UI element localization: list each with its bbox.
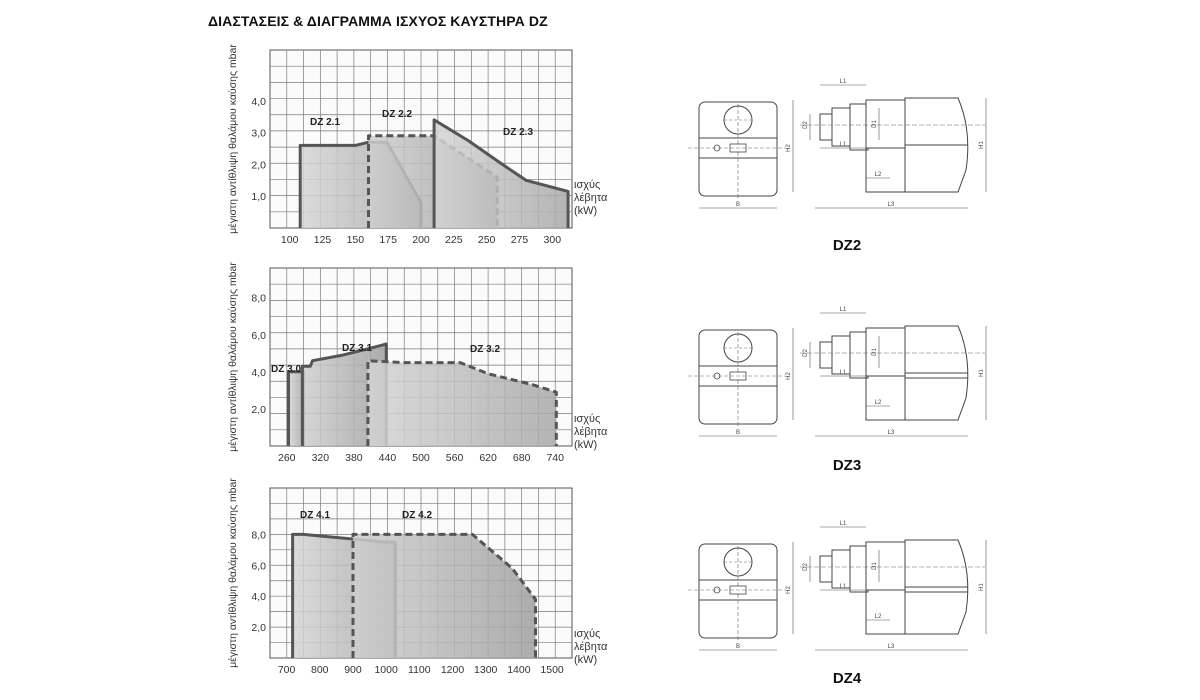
- dimension-label: L2: [874, 614, 882, 620]
- dimension-label: L1: [839, 584, 847, 590]
- series-label: DZ 3.1: [342, 343, 373, 354]
- x-tick-label: 800: [311, 664, 329, 676]
- x-tick-label: 900: [344, 664, 362, 676]
- y-axis-label: μέγιστη αντίθλιψη θαλάμου καύσης mbar: [227, 44, 239, 234]
- dimension-label: H1: [979, 141, 985, 149]
- dimension-label: L2: [874, 400, 882, 406]
- x-tick-label: 225: [445, 234, 463, 246]
- dimension-label: L3: [887, 430, 895, 436]
- x-axis-label: λέβητα: [574, 641, 608, 653]
- x-tick-label: 560: [445, 452, 464, 464]
- dimension-label: D1: [872, 562, 878, 570]
- model-drawing-2: [688, 307, 986, 474]
- x-tick-label: 1500: [540, 664, 564, 676]
- dimension-label: L1: [839, 307, 847, 313]
- dimension-label: B: [735, 430, 741, 436]
- y-axis-label: μέγιστη αντίθλιψη θαλάμου καύσης mbar: [227, 478, 239, 668]
- model-drawing-3: [688, 521, 986, 687]
- x-tick-label: 380: [345, 452, 363, 464]
- x-tick-label: 440: [378, 452, 397, 464]
- y-tick-label: 4,0: [251, 95, 266, 108]
- model-label: DZ2: [832, 237, 862, 254]
- dimension-label: H2: [786, 144, 792, 152]
- y-tick-label: 3,0: [251, 127, 266, 140]
- body-edge: [866, 376, 905, 420]
- series-label: DZ 3.0: [271, 364, 302, 375]
- x-axis-label: ισχύς: [574, 179, 601, 191]
- series-label: DZ 4.1: [300, 510, 331, 521]
- y-tick-label: 2,0: [251, 159, 266, 172]
- dimension-label: D1: [872, 120, 878, 128]
- dimension-label: L3: [887, 202, 895, 208]
- y-tick-label: 6,0: [251, 329, 266, 342]
- x-axis-label: ισχύς: [574, 413, 601, 425]
- x-tick-label: 200: [412, 234, 430, 246]
- model-label: DZ4: [832, 670, 862, 687]
- body-edge: [866, 590, 905, 634]
- y-tick-label: 4,0: [251, 366, 266, 379]
- side-view: [786, 79, 986, 208]
- x-tick-label: 260: [278, 452, 296, 464]
- x-tick-label: 500: [412, 452, 430, 464]
- dimension-label: H2: [786, 372, 792, 380]
- x-axis-label: λέβητα: [574, 192, 608, 204]
- dimension-label: D1: [872, 348, 878, 356]
- y-tick-label: 8,0: [251, 529, 266, 542]
- flange: [850, 332, 868, 378]
- x-tick-label: 100: [280, 234, 299, 246]
- model-drawing-1: [688, 79, 986, 254]
- dimension-label: D2: [803, 563, 809, 571]
- chart-panel-2: [227, 262, 608, 464]
- dimension-label: H2: [786, 586, 792, 594]
- x-tick-label: 1300: [474, 664, 498, 676]
- x-tick-label: 320: [311, 452, 330, 464]
- flange: [850, 104, 868, 150]
- x-axis-label: ισχύς: [574, 628, 601, 640]
- x-tick-label: 250: [477, 234, 496, 246]
- dimension-label: B: [735, 202, 741, 208]
- flange: [832, 108, 850, 146]
- x-axis-label: (kW): [574, 654, 598, 666]
- side-view: [786, 307, 986, 436]
- blast-tube: [820, 114, 832, 140]
- series-label: DZ 2.1: [310, 117, 341, 128]
- x-tick-label: 700: [277, 664, 296, 676]
- x-tick-label: 680: [512, 452, 531, 464]
- x-tick-label: 175: [379, 234, 397, 246]
- x-axis-label: (kW): [574, 439, 598, 451]
- flange: [832, 550, 850, 588]
- dimension-label: L1: [839, 370, 847, 376]
- series-label: DZ 2.3: [503, 127, 534, 138]
- chart-panel-1: [227, 44, 608, 246]
- dimension-label: B: [735, 644, 741, 650]
- y-tick-label: 2,0: [251, 403, 266, 416]
- x-tick-label: 1100: [408, 664, 431, 676]
- dimension-label: L1: [839, 521, 847, 527]
- x-tick-label: 150: [346, 234, 365, 246]
- model-label: DZ3: [832, 457, 862, 474]
- drawings-layer: [688, 79, 986, 687]
- x-tick-label: 1400: [507, 664, 531, 676]
- y-tick-label: 4,0: [251, 591, 266, 604]
- front-view: [688, 544, 785, 650]
- x-tick-label: 1000: [374, 664, 398, 676]
- x-axis-label: (kW): [574, 205, 598, 217]
- charts-layer: [227, 44, 608, 676]
- flange: [832, 336, 850, 374]
- dimension-label: L1: [839, 142, 847, 148]
- x-tick-label: 740: [546, 452, 564, 464]
- chart-panel-3: [227, 478, 608, 676]
- dimension-label: D2: [803, 349, 809, 357]
- series-label: DZ 2.2: [382, 109, 413, 120]
- dimension-label: H1: [979, 583, 985, 591]
- body-edge: [866, 148, 905, 192]
- y-axis-label: μέγιστη αντίθλιψη θαλάμου καύσης mbar: [227, 262, 239, 452]
- page-title: ΔΙΑΣΤΑΣΕΙΣ & ΔΙΑΓΡΑΜΜΑ ΙΣΧΥΟΣ ΚΑΥΣΤΗΡΑ DZ: [208, 13, 548, 29]
- flange: [850, 546, 868, 592]
- x-axis-label: λέβητα: [574, 426, 608, 438]
- x-tick-label: 125: [313, 234, 332, 246]
- series-label: DZ 4.2: [402, 510, 433, 521]
- dimension-label: L1: [839, 79, 847, 85]
- dimension-label: D2: [803, 121, 809, 129]
- front-view: [688, 330, 785, 436]
- dimension-label: H1: [979, 369, 985, 377]
- y-tick-label: 2,0: [251, 622, 266, 635]
- front-view: [688, 102, 785, 208]
- side-view: [786, 521, 986, 650]
- y-tick-label: 8,0: [251, 292, 266, 305]
- x-tick-label: 1200: [440, 664, 465, 676]
- series-label: DZ 3.2: [470, 344, 501, 355]
- y-tick-label: 6,0: [251, 560, 266, 573]
- x-tick-label: 275: [510, 234, 529, 246]
- dimension-label: L2: [874, 172, 882, 178]
- dimension-label: L3: [887, 644, 895, 650]
- x-tick-label: 620: [479, 452, 497, 464]
- x-tick-label: 300: [543, 234, 562, 246]
- y-tick-label: 1,0: [251, 191, 266, 204]
